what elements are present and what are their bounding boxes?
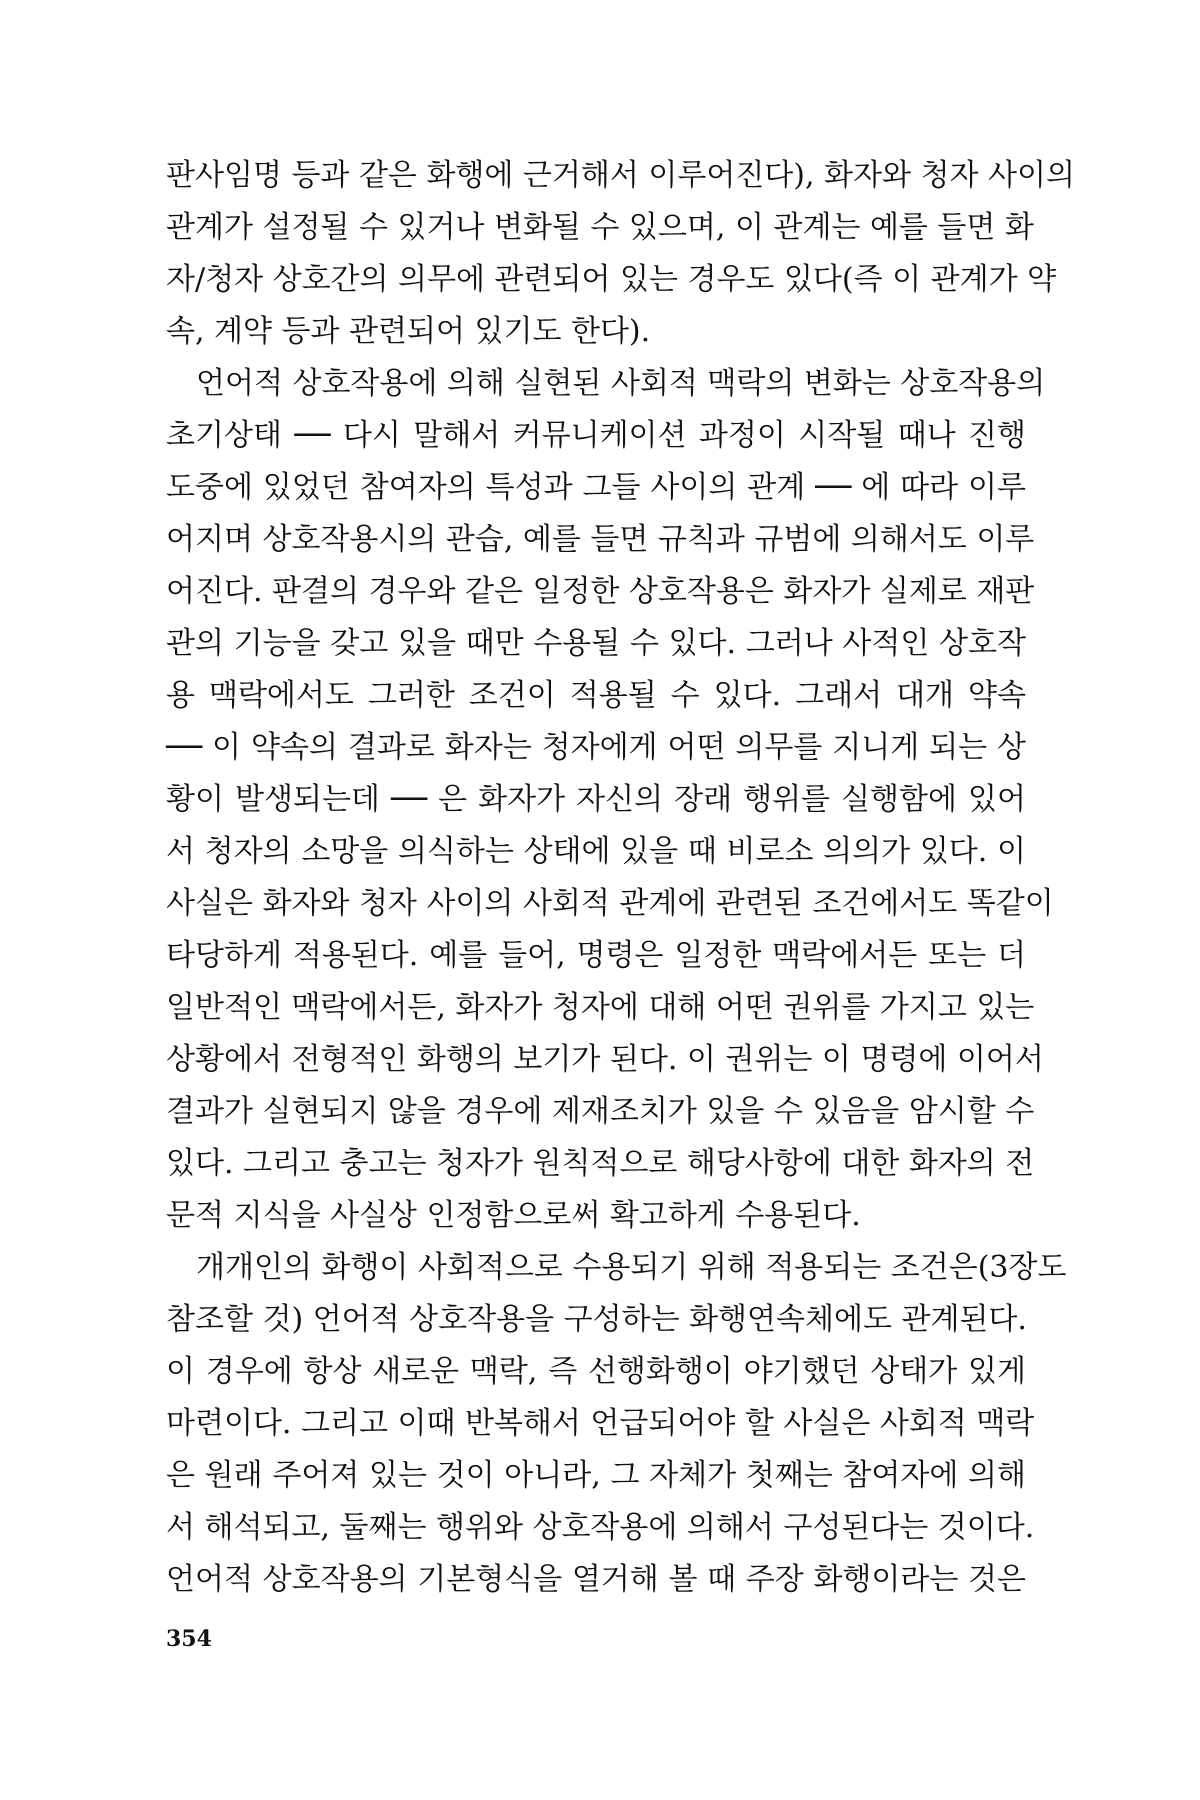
text-line-24: 이 경우에 항상 새로운 맥락, 즉 선행화행이 야기했던 상태가 있게 xyxy=(166,1354,1026,1389)
text-line-25: 마련이다. 그리고 이때 반복해서 언급되어야 할 사실은 사회적 맥락 xyxy=(166,1406,1035,1441)
text-line-8: 어지며 상호작용시의 관습, 예를 들면 규칙과 규범에 의해서도 이루 xyxy=(166,522,1035,557)
text-line-10: 관의 기능을 갖고 있을 때만 수용될 수 있다. 그러나 사적인 상호작 xyxy=(166,626,1026,661)
text-line-3: 자/청자 상호간의 의무에 관련되어 있는 경우도 있다(즉 이 관계가 약 xyxy=(166,262,1057,297)
text-line-22: 개개인의 화행이 사회적으로 수용되기 위해 적용되는 조건은(3장도 xyxy=(196,1250,1067,1285)
text-line-18: 상황에서 전형적인 화행의 보기가 된다. 이 권위는 이 명령에 이어서 xyxy=(166,1042,1044,1077)
text-line-15: 사실은 화자와 청자 사이의 사회적 관계에 관련된 조건에서도 똑같이 xyxy=(166,886,1054,921)
text-line-19: 결과가 실현되지 않을 경우에 제재조치가 있을 수 있음을 암시할 수 xyxy=(166,1094,1035,1129)
text-line-23: 참조할 것) 언어적 상호작용을 구성하는 화행연속체에도 관계된다. xyxy=(166,1302,1027,1337)
text-line-17: 일반적인 맥락에서든, 화자가 청자에 대해 어떤 권위를 가지고 있는 xyxy=(166,990,1035,1025)
body-text xyxy=(166,150,1075,1606)
text-line-9: 어진다. 판결의 경우와 같은 일정한 상호작용은 화자가 실제로 재판 xyxy=(166,574,1035,609)
text-line-12: ── 이 약속의 결과로 화자는 청자에게 어떤 의무를 지니게 되는 상 xyxy=(166,730,1026,765)
text-line-27: 서 해석되고, 둘째는 행위와 상호작용에 의해서 구성된다는 것이다. xyxy=(166,1510,1035,1545)
text-line-4: 속, 계약 등과 관련되어 있기도 한다). xyxy=(166,314,651,349)
text-line-20: 있다. 그리고 충고는 청자가 원칙적으로 해당사항에 대한 화자의 전 xyxy=(166,1146,1035,1181)
text-line-6: 초기상태 ── 다시 말해서 커뮤니케이션 과정이 시작될 때나 진행 xyxy=(166,418,1026,453)
text-line-28: 언어적 상호작용의 기본형식을 열거해 볼 때 주장 화행이라는 것은 xyxy=(166,1562,1026,1597)
text-line-5: 언어적 상호작용에 의해 실현된 사회적 맥락의 변화는 상호작용의 xyxy=(196,366,1046,401)
text-line-11: 용 맥락에서도 그러한 조건이 적용될 수 있다. 그래서 대개 약속 xyxy=(166,678,1026,713)
text-line-13: 황이 발생되는데 ── 은 화자가 자신의 장래 행위를 실행함에 있어 xyxy=(166,782,1026,817)
text-line-16: 타당하게 적용된다. 예를 들어, 명령은 일정한 맥락에서든 또는 더 xyxy=(166,938,1026,973)
text-line-2: 관계가 설정될 수 있거나 변화될 수 있으며, 이 관계는 예를 들면 화 xyxy=(166,210,1034,245)
page-number: 354 xyxy=(166,1626,212,1652)
text-line-21: 문적 지식을 사실상 인정함으로써 확고하게 수용된다. xyxy=(166,1198,861,1233)
text-line-26: 은 원래 주어져 있는 것이 아니라, 그 자체가 첫째는 참여자에 의해 xyxy=(166,1458,1026,1493)
text-line-1: 판사임명 등과 같은 화행에 근거해서 이루어진다), 화자와 청자 사이의 xyxy=(166,158,1075,193)
text-line-14: 서 청자의 소망을 의식하는 상태에 있을 때 비로소 의의가 있다. 이 xyxy=(166,834,1026,869)
text-line-7: 도중에 있었던 참여자의 특성과 그들 사이의 관계 ── 에 따라 이루 xyxy=(166,470,1026,505)
